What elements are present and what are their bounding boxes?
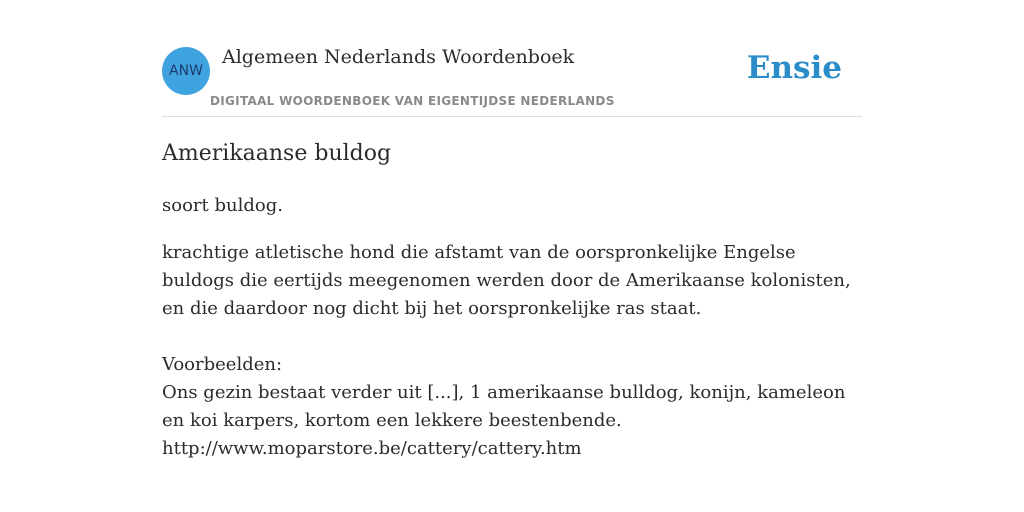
definition: krachtige atletische hond die afstamt van de oorspronkelijke Engelse buldogs die eertijds meegenomen werden door de Amerikaanse kolonisten, en die daardoor nog dicht bij het oorspronkelijke ras staat. [162, 242, 851, 319]
anw-logo[interactable] [162, 47, 210, 95]
site-subtitle: DIGITAAL WOORDENBOEK VAN EIGENTIJDSE NEDERLANDS [210, 94, 615, 108]
entry-content [162, 138, 862, 463]
ensie-brand-logo[interactable]: Ensie [746, 50, 842, 86]
example-source: http://www.moparstore.be/cattery/cattery.htm [162, 438, 582, 459]
short-definition: soort buldog. [162, 195, 283, 216]
site-title[interactable]: Algemeen Nederlands Woordenboek [222, 46, 575, 68]
examples-section [162, 351, 862, 463]
entry-title: Amerikaanse buldog [162, 141, 392, 166]
example-text: Ons gezin bestaat verder uit [...], 1 amerikaanse bulldog, konijn, kameleon en koi karpers, kortom een lekkere beestenbende. [162, 382, 846, 431]
examples-label: Voorbeelden: [162, 354, 283, 375]
header [162, 44, 862, 117]
logo-text: ANW [169, 63, 203, 79]
